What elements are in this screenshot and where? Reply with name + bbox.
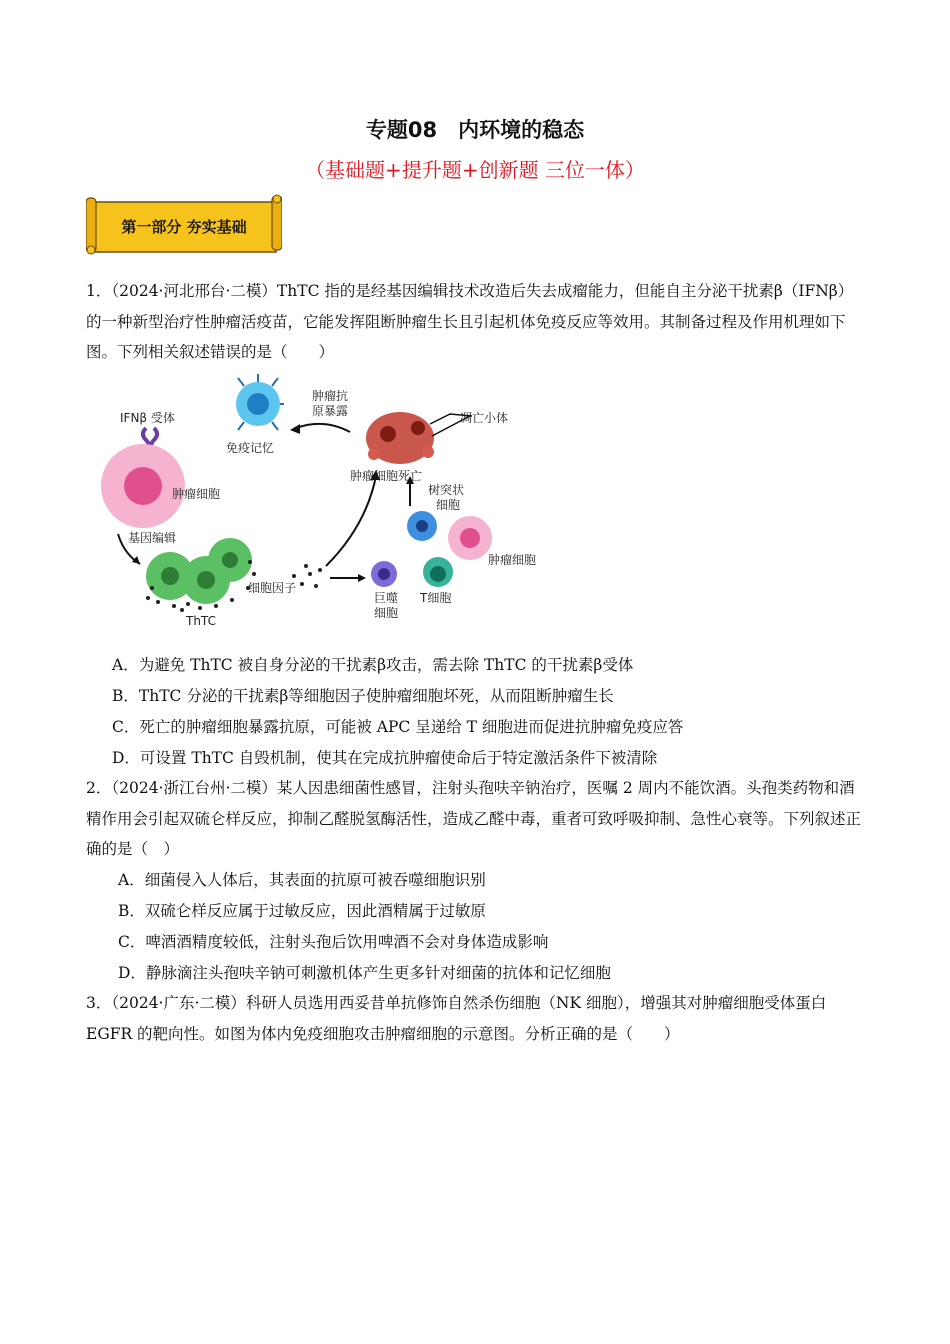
question-1-stem: 1．（2024·河北邢台·二模）ThTC 指的是经基因编辑技术改造后失去成瘤能力，但能自主分泌干扰素β（IFNβ）的一种新型治疗性肿瘤活疫苗，它能发挥阻断肿瘤生长且引起机体免疫反应等效用。其制备过程及作用机理如下图。下列相关叙述错误的是（ ） xyxy=(86,282,854,361)
q2-option-a: A．细菌侵入人体后，其表面的抗原可被吞噬细胞识别 xyxy=(118,871,486,889)
question-2-stem: 2．（2024·浙江台州·二模）某人因患细菌性感冒，注射头孢呋辛钠治疗，医嘱 2 周内不能饮酒。头孢类药物和酒精作用会引起双硫仑样反应，抑制乙醛脱氢酶活性，造成乙醛中毒，重者可致呼吸抑制、急性心衰等。下列叙述正确的是（ ） xyxy=(86,779,862,858)
q2-option-b: B．双硫仑样反应属于过敏反应，因此酒精属于过敏原 xyxy=(118,902,486,920)
section-label: 第一部分 夯实基础 xyxy=(121,218,247,236)
label-thtc: ThTC xyxy=(186,614,216,628)
label-tumor-cell-2: 肿瘤细胞 xyxy=(488,553,537,567)
page-subtitle: （基础题+提升题+创新题 三位一体） xyxy=(305,158,645,182)
page-title: 专题08 内环境的稳态 xyxy=(365,118,585,142)
q1-option-a: A．为避免 ThTC 被自身分泌的干扰素β攻击，需去除 ThTC 的干扰素β受体 xyxy=(112,656,634,674)
label-dendritic-1: 树突状 xyxy=(428,483,465,497)
label-dendritic-2: 细胞 xyxy=(436,498,461,512)
label-antigen-2: 原暴露 xyxy=(312,404,349,418)
label-macrophage-1: 巨噬 xyxy=(374,591,399,605)
label-tumor-death: 肿瘤细胞死亡 xyxy=(350,469,423,483)
question-3-stem: 3．（2024·广东·二模）科研人员选用西妥昔单抗修饰自然杀伤细胞（NK 细胞），增强其对肿瘤细胞受体蛋白 EGFR 的靶向性。如图为体内免疫细胞攻击肿瘤细胞的示意图。分析正确的是（ ） xyxy=(86,994,827,1043)
label-memory: 免疫记忆 xyxy=(226,441,275,455)
q2-option-c: C．啤酒酒精度较低，注射头孢后饮用啤酒不会对身体造成影响 xyxy=(118,933,549,951)
thtc-mechanism-figure xyxy=(88,366,568,638)
label-receptor: IFNβ 受体 xyxy=(120,411,175,425)
label-apoptotic-body: 凋亡小体 xyxy=(460,411,509,425)
q1-option-b: B．ThTC 分泌的干扰素β等细胞因子使肿瘤细胞坏死，从而阻断肿瘤生长 xyxy=(112,687,614,705)
label-tumor-cell: 肿瘤细胞 xyxy=(172,487,221,501)
label-t-cell: T细胞 xyxy=(420,591,452,605)
label-macrophage-2: 细胞 xyxy=(374,606,399,620)
label-cytokine: 细胞因子 xyxy=(248,581,297,595)
q1-option-d: D．可设置 ThTC 自毁机制，使其在完成抗肿瘤使命后于特定激活条件下被清除 xyxy=(112,749,658,767)
label-gene-edit: 基因编辑 xyxy=(128,531,177,545)
q1-option-c: C．死亡的肿瘤细胞暴露抗原，可能被 APC 呈递给 T 细胞进而促进抗肿瘤免疫应答 xyxy=(112,718,684,736)
q2-option-d: D．静脉滴注头孢呋辛钠可刺激机体产生更多针对细菌的抗体和记忆细胞 xyxy=(118,964,611,982)
label-antigen-1: 肿瘤抗 xyxy=(312,389,349,403)
